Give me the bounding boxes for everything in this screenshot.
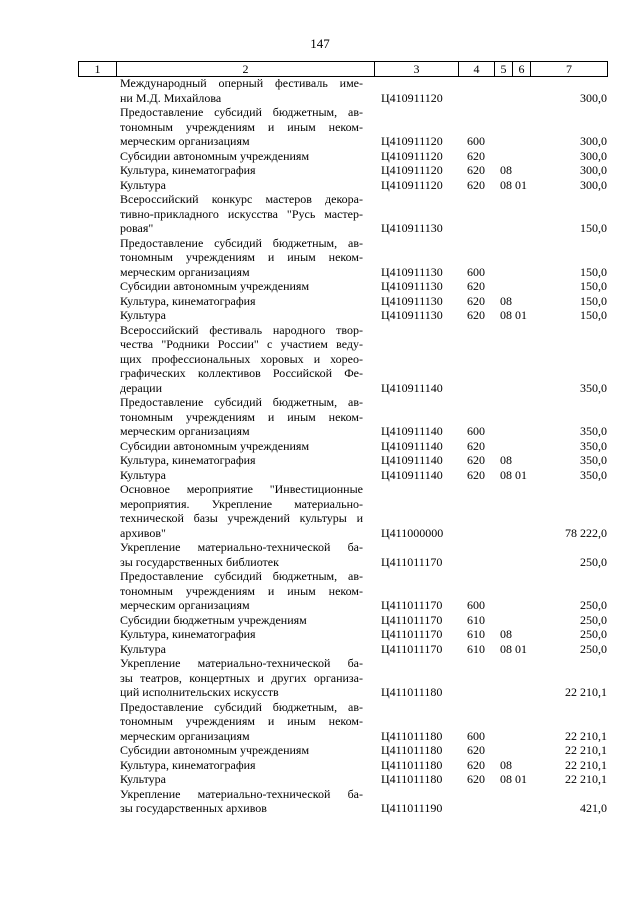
- row-name-line: мерческим организациям: [120, 728, 250, 743]
- table-row: [0, 468, 640, 483]
- table-row: [0, 758, 640, 773]
- row-name-line: Культура: [120, 467, 166, 482]
- row-code: Ц410911140: [381, 453, 443, 467]
- row-code: Ц410911120: [381, 90, 443, 105]
- row-amount: 300,0: [580, 90, 607, 105]
- row-amount: 350,0: [580, 424, 607, 438]
- row-amount: 350,0: [580, 453, 607, 467]
- row-name-line: Культура: [120, 177, 166, 192]
- row-name-line: Предоставление субсидий бюджетным, ав-: [120, 569, 363, 583]
- row-code: Ц410911140: [381, 467, 443, 482]
- row-name: [120, 279, 363, 294]
- row-code: Ц410911130: [381, 264, 443, 279]
- row-amount: 300,0: [580, 148, 607, 163]
- row-code: Ц411011180: [381, 757, 443, 772]
- row-name: [120, 308, 363, 323]
- row-section: 08: [500, 757, 512, 772]
- row-name-line: Всероссийский конкурс мастеров декора-: [120, 192, 363, 206]
- table-row: [0, 656, 640, 700]
- row-name-line: тономным учреждениям и иным неком-: [120, 119, 363, 134]
- row-name-line: технической базы учреждений культуры и: [120, 511, 363, 525]
- row-expense-type: 620: [467, 772, 485, 786]
- row-expense-type: 600: [467, 424, 485, 438]
- row-name: [120, 76, 363, 105]
- row-section: 08 01: [500, 467, 527, 482]
- row-name: [120, 569, 363, 613]
- row-name: [120, 743, 363, 758]
- row-name: [120, 178, 363, 193]
- row-name-line: ций исполнительских искусств: [120, 685, 279, 699]
- row-code: Ц411011190: [381, 801, 443, 815]
- row-expense-type: 620: [467, 438, 485, 453]
- row-name: [120, 758, 363, 773]
- row-amount: 350,0: [580, 467, 607, 482]
- row-name-line: Культура, кинематография: [120, 627, 256, 641]
- row-name: [120, 627, 363, 642]
- row-name: [120, 294, 363, 309]
- table-row: [0, 787, 640, 816]
- row-name: [120, 323, 363, 396]
- row-name-line: мерческим организациям: [120, 598, 250, 612]
- row-amount: 150,0: [580, 279, 607, 293]
- row-name-line: Укрепление материально-технической ба-: [120, 786, 363, 801]
- table-row: [0, 163, 640, 178]
- row-section: 08 01: [500, 308, 527, 322]
- row-name-line: Субсидии бюджетным учреждениям: [120, 612, 307, 627]
- table-row: [0, 453, 640, 468]
- row-name: [120, 642, 363, 657]
- row-name-line: Культура: [120, 772, 166, 786]
- row-name: [120, 613, 363, 628]
- row-name: [120, 772, 363, 787]
- row-amount: 22 210,1: [565, 772, 607, 786]
- table-row: [0, 308, 640, 323]
- row-code: Ц410911140: [381, 380, 443, 395]
- row-code: Ц410911140: [381, 424, 443, 438]
- row-name-line: Основное мероприятие "Инвестиционные: [120, 482, 363, 496]
- table-row: [0, 482, 640, 540]
- row-expense-type: 600: [467, 134, 485, 148]
- row-code: Ц411011180: [381, 743, 443, 757]
- row-name: [120, 700, 363, 744]
- page-number: 147: [310, 36, 330, 51]
- row-name-line: графических коллективов Российской Фе-: [120, 366, 363, 380]
- row-code: Ц410911130: [381, 279, 443, 293]
- row-name-line: ровая": [120, 221, 154, 235]
- header-col-7: 7: [530, 62, 608, 76]
- row-name-line: Субсидии автономным учреждениям: [120, 279, 310, 293]
- row-expense-type: 600: [467, 728, 485, 743]
- header-col-4: 4: [458, 62, 494, 76]
- row-name-line: Культура: [120, 308, 166, 322]
- row-section: 08: [500, 627, 512, 641]
- row-expense-type: 620: [467, 279, 485, 293]
- row-amount: 250,0: [580, 627, 607, 641]
- row-section: 08 01: [500, 641, 527, 656]
- row-name-line: тивно-прикладного искусства "Русь мастер-: [120, 206, 363, 221]
- row-name: [120, 468, 363, 483]
- row-code: Ц411011170: [381, 598, 443, 612]
- row-name-line: мероприятия. Укрепление материально-: [120, 496, 363, 511]
- row-amount: 350,0: [580, 380, 607, 395]
- row-amount: 22 210,1: [565, 685, 607, 699]
- row-section: 08 01: [500, 177, 527, 192]
- row-expense-type: 610: [467, 612, 485, 627]
- table-header: [78, 61, 608, 77]
- row-expense-type: 620: [467, 757, 485, 772]
- row-name-line: Всероссийский фестиваль народного твор-: [120, 322, 363, 337]
- header-col-5: 5: [494, 62, 512, 76]
- row-name-line: Культура, кинематография: [120, 757, 256, 772]
- row-code: Ц410911120: [381, 134, 443, 148]
- row-code: Ц411011170: [381, 627, 443, 641]
- table-row: [0, 700, 640, 744]
- table-row: [0, 627, 640, 642]
- table-body: [0, 76, 640, 816]
- row-name-line: тономным учреждениям и иным неком-: [120, 250, 363, 264]
- row-code: Ц410911120: [381, 177, 443, 192]
- row-code: Ц411000000: [381, 525, 444, 540]
- row-name-line: мерческим организациям: [120, 424, 250, 438]
- row-expense-type: 620: [467, 308, 485, 322]
- row-section: 08: [500, 453, 512, 467]
- table-row: [0, 236, 640, 280]
- row-code: Ц411011170: [381, 612, 443, 627]
- row-amount: 250,0: [580, 598, 607, 612]
- row-name-line: тономным учреждениям и иным неком-: [120, 583, 363, 598]
- row-expense-type: 600: [467, 598, 485, 612]
- row-name-line: зы государственных библиотек: [120, 554, 279, 569]
- row-expense-type: 620: [467, 293, 485, 308]
- row-name: [120, 236, 363, 280]
- row-code: Ц411011180: [381, 728, 443, 743]
- row-name-line: щих профессиональных хоровых и хорео-: [120, 351, 363, 366]
- row-name: [120, 163, 363, 178]
- row-name-line: чества "Родники России" с участием веду-: [120, 337, 363, 351]
- row-amount: 250,0: [580, 554, 607, 569]
- row-amount: 22 210,1: [565, 743, 607, 757]
- row-name: [120, 540, 363, 569]
- row-code: Ц410911120: [381, 163, 443, 177]
- table-row: [0, 613, 640, 628]
- table-row: [0, 439, 640, 454]
- row-name-line: Предоставление субсидий бюджетным, ав-: [120, 699, 363, 714]
- row-code: Ц411011170: [381, 554, 443, 569]
- row-name-line: тономным учреждениям и иным неком-: [120, 714, 363, 728]
- row-code: Ц411011180: [381, 685, 443, 699]
- row-name-line: Субсидии автономным учреждениям: [120, 438, 310, 453]
- row-code: Ц410911120: [381, 148, 443, 163]
- row-name-line: Субсидии автономным учреждениям: [120, 148, 310, 163]
- row-name: [120, 439, 363, 454]
- table-row: [0, 323, 640, 396]
- row-amount: 78 222,0: [565, 525, 607, 540]
- table-row: [0, 642, 640, 657]
- table-row: [0, 540, 640, 569]
- row-name: [120, 149, 363, 164]
- row-name: [120, 787, 363, 816]
- row-expense-type: 600: [467, 264, 485, 279]
- row-expense-type: 610: [467, 641, 485, 656]
- row-amount: 350,0: [580, 438, 607, 453]
- row-amount: 150,0: [580, 264, 607, 279]
- table-row: [0, 772, 640, 787]
- row-name-line: мерческим организациям: [120, 264, 250, 279]
- row-name-line: зы государственных архивов: [120, 801, 267, 815]
- table-row: [0, 294, 640, 309]
- row-name: [120, 395, 363, 439]
- row-name-line: ни М.Д. Михайлова: [120, 90, 222, 105]
- row-name-line: Укрепление материально-технической ба-: [120, 656, 363, 670]
- row-section: 08: [500, 163, 512, 177]
- row-name-line: Укрепление материально-технической ба-: [120, 540, 363, 554]
- row-amount: 150,0: [580, 221, 607, 235]
- row-name: [120, 482, 363, 540]
- row-expense-type: 620: [467, 148, 485, 163]
- row-name: [120, 105, 363, 149]
- row-name-line: Субсидии автономным учреждениям: [120, 743, 310, 757]
- row-amount: 150,0: [580, 308, 607, 322]
- row-name: [120, 453, 363, 468]
- row-name-line: архивов": [120, 525, 166, 540]
- header-col-6: 6: [512, 62, 530, 76]
- header-col-1: 1: [78, 62, 116, 76]
- row-amount: 22 210,1: [565, 757, 607, 772]
- row-expense-type: 620: [467, 743, 485, 757]
- row-code: Ц410911130: [381, 308, 443, 322]
- row-name-line: Культура: [120, 641, 166, 656]
- row-expense-type: 620: [467, 177, 485, 192]
- table-row: [0, 395, 640, 439]
- row-name-line: Международный оперный фестиваль име-: [120, 76, 363, 90]
- table-row: [0, 279, 640, 294]
- row-name-line: зы театров, концертных и других организа-: [120, 670, 363, 685]
- row-amount: 150,0: [580, 293, 607, 308]
- row-name-line: Предоставление субсидий бюджетным, ав-: [120, 105, 363, 119]
- row-amount: 22 210,1: [565, 728, 607, 743]
- row-amount: 300,0: [580, 134, 607, 148]
- row-section: 08 01: [500, 772, 527, 786]
- row-name: [120, 656, 363, 700]
- row-name-line: Культура, кинематография: [120, 293, 256, 308]
- row-expense-type: 620: [467, 467, 485, 482]
- row-name-line: Предоставление субсидий бюджетным, ав-: [120, 235, 363, 250]
- row-amount: 250,0: [580, 612, 607, 627]
- row-code: Ц410911130: [381, 293, 443, 308]
- row-name-line: Предоставление субсидий бюджетным, ав-: [120, 395, 363, 409]
- table-row: [0, 76, 640, 105]
- table-row: [0, 178, 640, 193]
- row-expense-type: 620: [467, 453, 485, 467]
- row-code: Ц410911140: [381, 438, 443, 453]
- table-row: [0, 192, 640, 236]
- row-amount: 250,0: [580, 641, 607, 656]
- row-amount: 300,0: [580, 163, 607, 177]
- row-code: Ц410911130: [381, 221, 443, 235]
- header-col-2: 2: [116, 62, 374, 76]
- row-expense-type: 620: [467, 163, 485, 177]
- row-name-line: Культура, кинематография: [120, 453, 256, 467]
- table-row: [0, 105, 640, 149]
- row-name-line: мерческим организациям: [120, 134, 250, 148]
- row-name-line: дерации: [120, 380, 163, 395]
- row-expense-type: 610: [467, 627, 485, 641]
- row-amount: 421,0: [580, 801, 607, 815]
- row-section: 08: [500, 293, 512, 308]
- table-row: [0, 149, 640, 164]
- row-name-line: тономным учреждениям и иным неком-: [120, 409, 363, 424]
- table-row: [0, 743, 640, 758]
- row-name: [120, 192, 363, 236]
- table-row: [0, 569, 640, 613]
- row-name-line: Культура, кинематография: [120, 163, 256, 177]
- header-col-3: 3: [374, 62, 458, 76]
- row-code: Ц411011180: [381, 772, 443, 786]
- row-amount: 300,0: [580, 177, 607, 192]
- row-code: Ц411011170: [381, 641, 443, 656]
